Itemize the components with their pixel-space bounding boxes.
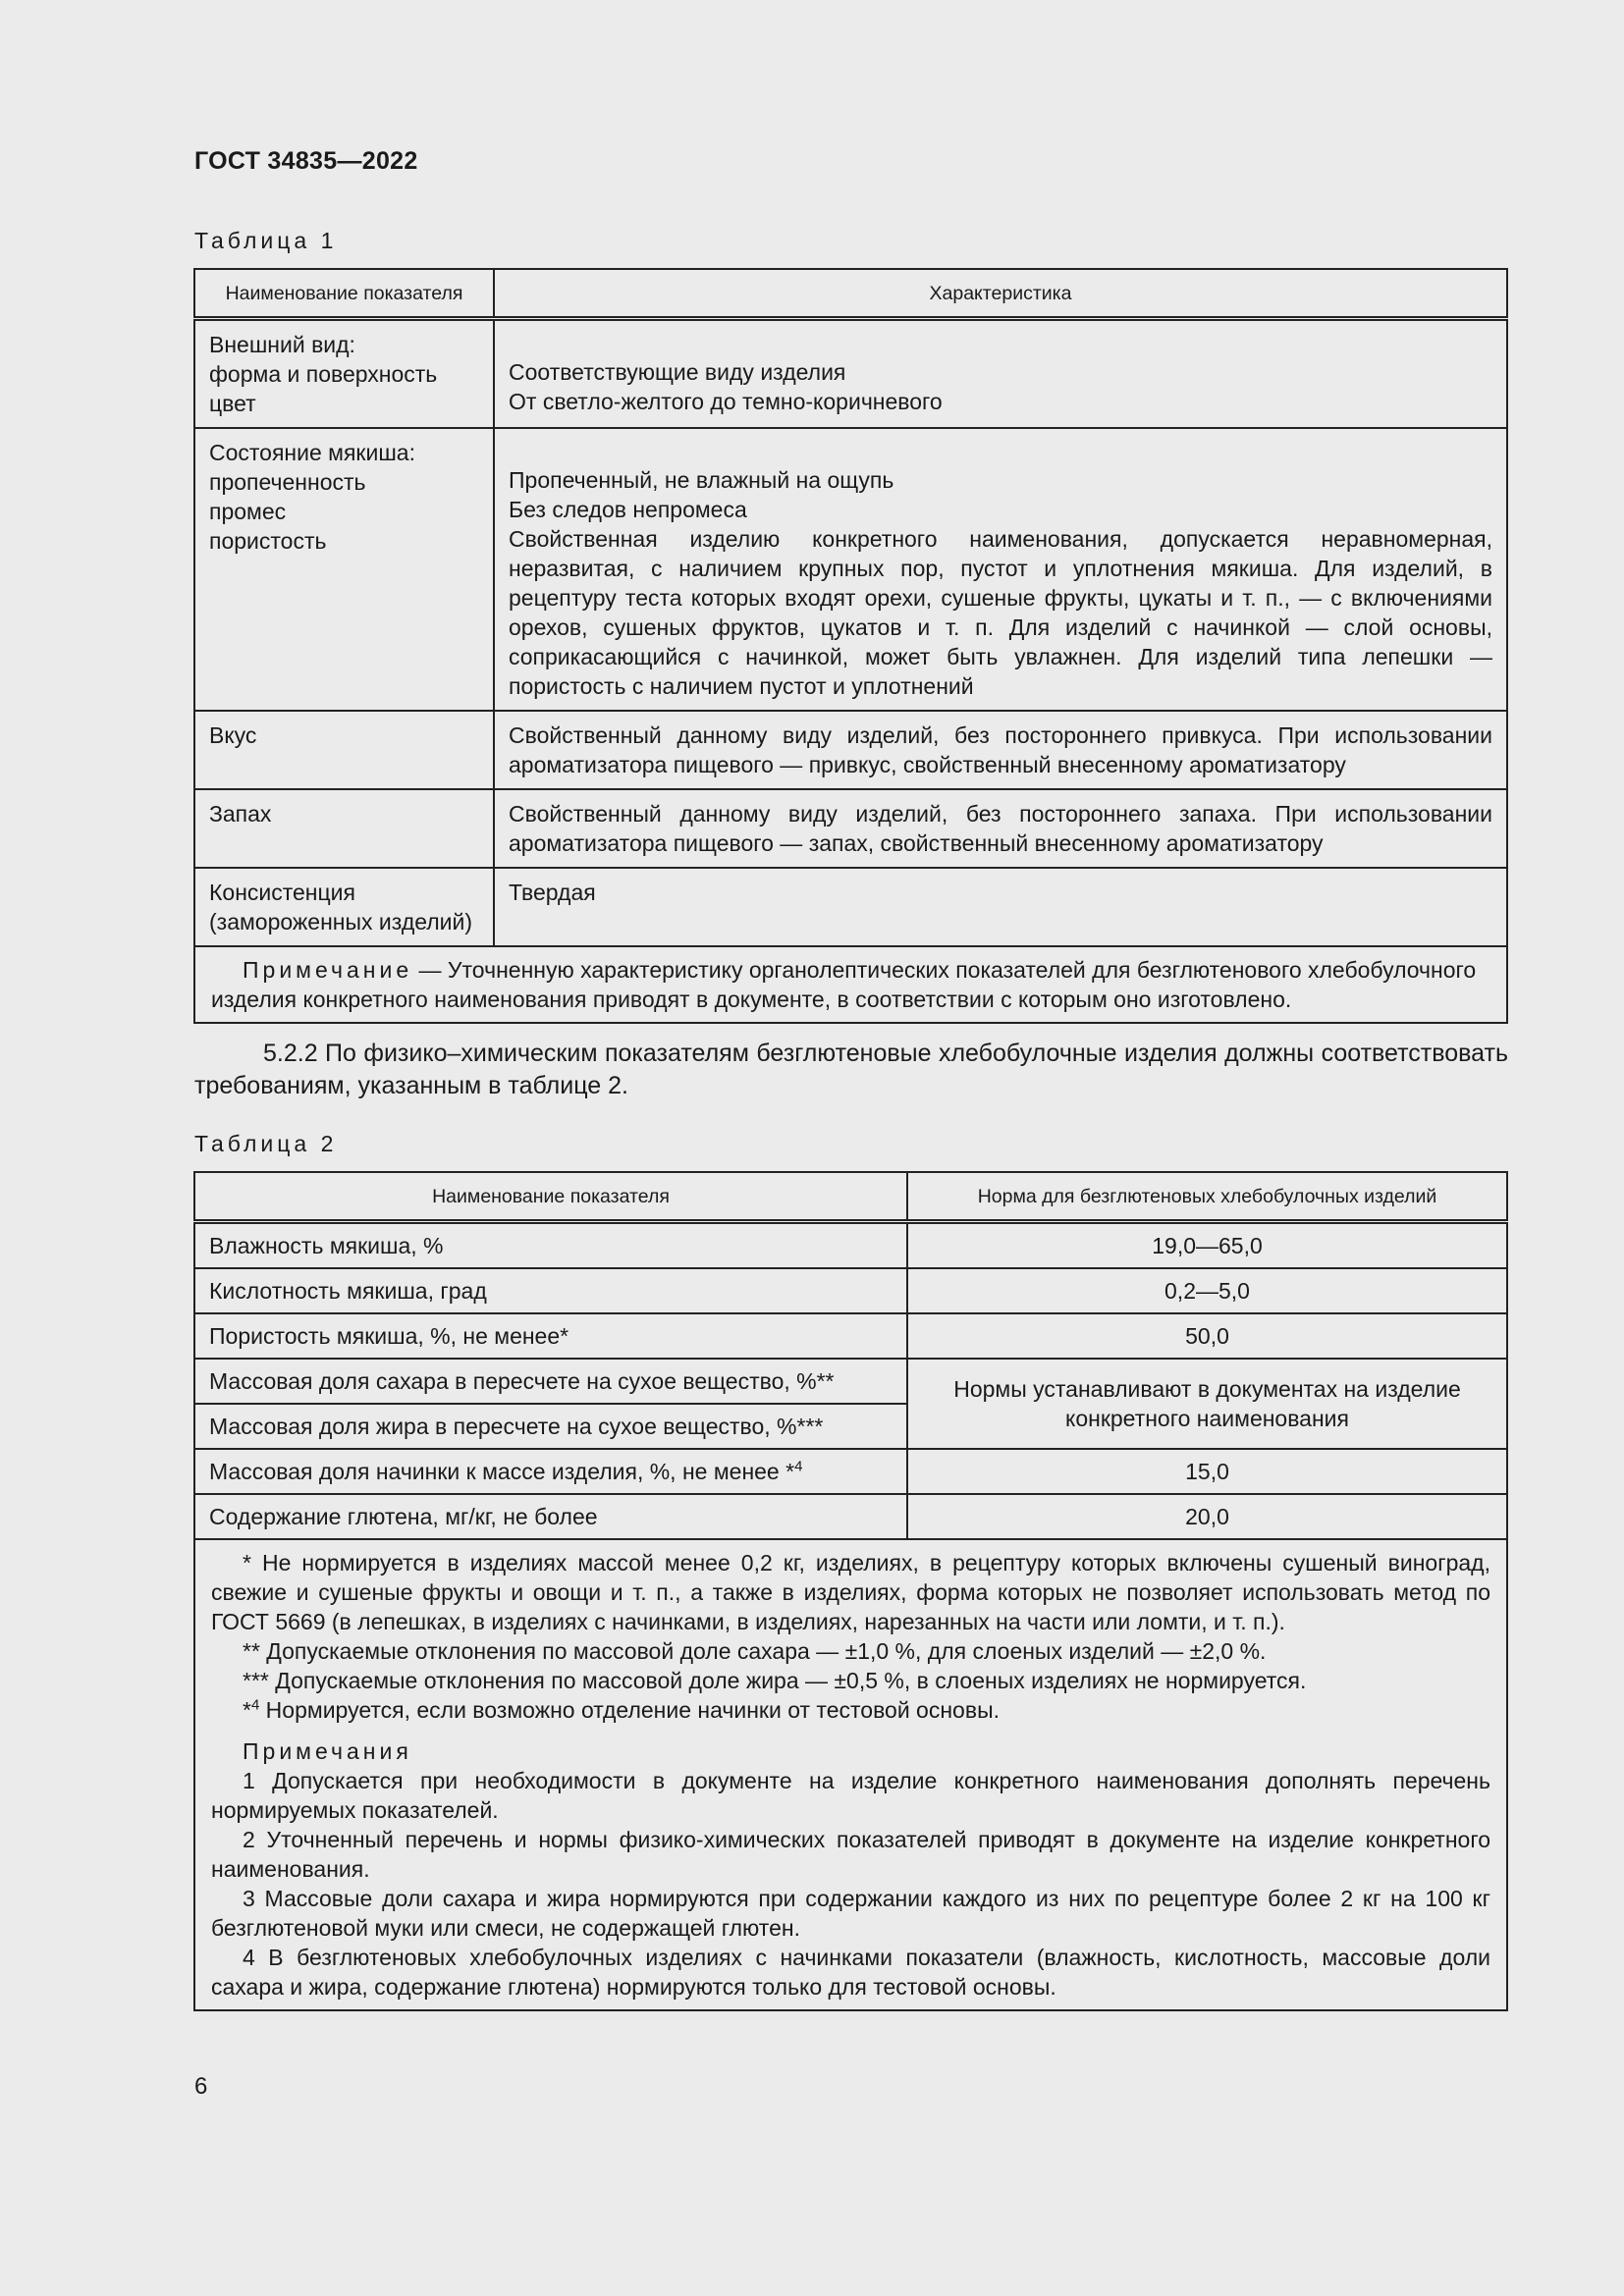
footnote: ** Допускаемые отклонения по массовой доле сахара — ±1,0 %, для слоеных изделий — ±2,0 %.	[243, 1638, 1267, 1664]
note-item: 3 Массовые доли сахара и жира нормируются при содержании каждого из них по рецептуре более 2 кг на 100 кг безглютеновой муки или смеси, не содержащей глютен.	[211, 1886, 1490, 1941]
note-item: 1 Допускается при необходимости в документе на изделие конкретного наименования дополнять перечень нормируемых показателей.	[211, 1768, 1490, 1823]
table-row	[194, 868, 1507, 946]
table2-name-cell: Содержание глютена, мг/кг, не более	[194, 1494, 907, 1539]
table1-value-cell: Пропеченный, не влажный на ощупь Без следов непромеса Свойственная изделию конкретного наименования, допускается неравномерная, неразвитая, с наличием крупных пор, пустот и уплотнения мякиша. Для изделий, в рецептуру теста которых входят орехи, сушеные фрукты, цукаты и т. п., — с включениями орехов, сушеных фруктов, цукатов и т. п. Для изделий с начинкой — слой основы, соприкасающийся с начинкой, может быть увлажнен. Для изделий типа лепешки — пористость с наличием пустот и уплотнений	[494, 428, 1507, 711]
table1-value-cell: Твердая	[494, 868, 1507, 946]
footnote: *** Допускаемые отклонения по массовой доле жира — ±0,5 %, в слоеных изделиях не нормируется.	[243, 1668, 1307, 1693]
table2-value-cell: 0,2—5,0	[907, 1268, 1507, 1313]
table2-name-cell: Массовая доля жира в пересчете на сухое вещество, %***	[194, 1404, 907, 1449]
table-row	[194, 711, 1507, 789]
table1-value-cell: Свойственный данному виду изделий, без постороннего запаха. При использовании ароматизатора пищевого — запах, свойственный внесенному ароматизатору	[494, 789, 1507, 868]
table-row	[194, 1359, 1507, 1404]
table2-name-cell: Массовая доля начинки к массе изделия, %, не менее *$^4$	[194, 1449, 907, 1494]
table2-name-cell: Массовая доля сахара в пересчете на сухое вещество, %**	[194, 1359, 907, 1404]
table1-note: Примечание — Уточненную характеристику органолептических показателей для безглютенового хлебобулочного изделия конкретного наименования приводят в документе, в соответствии с которым оно изготовлено.	[194, 946, 1507, 1023]
table-row	[194, 789, 1507, 868]
table2	[193, 1171, 1508, 2011]
document-header: ГОСТ 34835—2022	[194, 147, 418, 175]
paragraph-5-2-2: 5.2.2 По физико–химическим показателям безглютеновые хлебобулочные изделия должны соответствовать требованиям, указанным в таблице 2.	[194, 1040, 1508, 1099]
table1-header-name: Наименование показателя	[194, 269, 494, 319]
table1	[193, 268, 1508, 1024]
table2-value-cell: 15,0	[907, 1449, 1507, 1494]
note-item: 4 В безглютеновых хлебобулочных изделиях с начинками показатели (влажность, кислотность, массовые доли сахара и жира, содержание глютена) нормируются только для тестовой основы.	[211, 1945, 1490, 2000]
table1-name-cell: Запах	[194, 789, 494, 868]
table1-header-characteristic: Характеристика	[494, 269, 1507, 319]
table-row	[194, 319, 1507, 429]
table2-header-name: Наименование показателя	[194, 1172, 907, 1222]
table-row	[194, 1268, 1507, 1313]
table-row	[194, 1449, 1507, 1494]
table1-name-cell: Внешний вид: форма и поверхность цвет	[194, 319, 494, 429]
table1-value-cell: Соответствующие виду изделия От светло-желтого до темно-коричневого	[494, 319, 1507, 429]
footnote: * Не нормируется в изделиях массой менее 0,2 кг, изделиях, в рецептуру которых включены сушеный виноград, свежие и сушеные фрукты и овощи и т. п., а также в изделиях, форма которых не позволяет использовать метод по ГОСТ 5669 (в лепешках, в изделиях с начинками, в изделиях, нарезанных на части или ломти, и т. п.).	[211, 1550, 1490, 1634]
table1-value-cell: Свойственный данному виду изделий, без постороннего привкуса. При использовании ароматизатора пищевого — привкус, свойственный внесенному ароматизатору	[494, 711, 1507, 789]
table2-footnotes	[194, 1539, 1507, 2010]
table2-value-cell: 19,0—65,0	[907, 1222, 1507, 1269]
table1-note-row	[194, 946, 1507, 1023]
table2-merged-value-cell: Нормы устанавливают в документах на изделие конкретного наименования	[907, 1359, 1507, 1449]
table2-name-cell: Пористость мякиша, %, не менее*	[194, 1313, 907, 1359]
table2-header-norm: Норма для безглютеновых хлебобулочных изделий	[907, 1172, 1507, 1222]
page-number: 6	[194, 2073, 208, 2100]
table2-value-cell: 20,0	[907, 1494, 1507, 1539]
table2-caption: Таблица 2	[194, 1131, 338, 1156]
footnote: *$^4$ Нормируется, если возможно отделение начинки от тестовой основы.	[243, 1696, 1000, 1723]
table2-value-cell: 50,0	[907, 1313, 1507, 1359]
notes-title: Примечания	[243, 1738, 412, 1764]
table1-name-cell: Вкус	[194, 711, 494, 789]
table-row	[194, 1494, 1507, 1539]
table1-name-cell: Состояние мякиша: пропеченность промес пористость	[194, 428, 494, 711]
table2-name-cell: Кислотность мякиша, град	[194, 1268, 907, 1313]
table-row	[194, 428, 1507, 711]
table1-name-cell: Консистенция (замороженных изделий)	[194, 868, 494, 946]
table-row	[194, 1222, 1507, 1269]
table2-footnotes-row	[194, 1539, 1507, 2010]
table2-name-cell: Влажность мякиша, %	[194, 1222, 907, 1269]
note-item: 2 Уточненный перечень и нормы физико-химических показателей приводят в документе на изделие конкретного наименования.	[211, 1827, 1490, 1882]
table1-caption: Таблица 1	[194, 228, 338, 253]
table-row	[194, 1313, 1507, 1359]
